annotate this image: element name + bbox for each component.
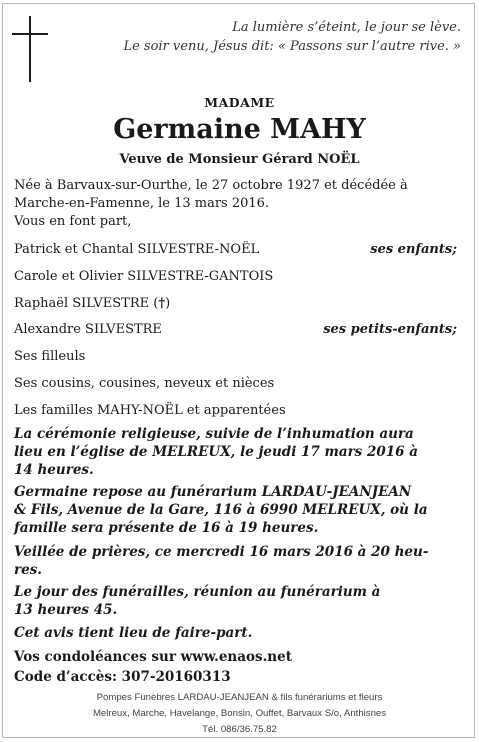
family-names: Alexandre SILVESTRE <box>14 322 162 337</box>
ceremony-line-1: La cérémonie religieuse, suivie de l’inhumation aura <box>14 426 414 442</box>
intro-line-3: Vous en font part, <box>14 214 132 229</box>
family-row <box>14 348 457 366</box>
vigil-line-1: Veillée de prières, ce mercredi 16 mars 2016 à 20 heu- <box>14 544 429 560</box>
footer-line-2: Melreux, Marche, Havelange, Bonsin, Ouffet, Barvaux S/o, Anthisnes <box>92 708 387 719</box>
ceremony-line-3: 14 heures. <box>14 462 94 478</box>
family-names: Patrick et Chantal SILVESTRE-NOËL <box>14 242 260 257</box>
intro-line-2: Marche-en-Famenne, le 13 mars 2016. <box>14 196 270 211</box>
family-row <box>14 402 457 420</box>
funeral-director-footer <box>0 690 479 738</box>
family-names-end: ) <box>165 296 171 311</box>
family-row <box>14 375 457 393</box>
family-relation: ses enfants; <box>370 242 457 257</box>
family-names: Ses filleuls <box>14 349 86 364</box>
deceased-name: Germaine MAHY <box>113 114 366 145</box>
epigraph-line-1: La lumière s’éteint, le jour se lève. <box>232 20 461 35</box>
title-prefix: MADAME <box>204 95 275 110</box>
family-row <box>14 321 457 339</box>
meeting-line-2: 13 heures 45. <box>14 602 118 618</box>
family-names: Les familles MAHY-NOËL et apparentées <box>14 403 286 418</box>
ceremony-line-2: lieu en l’église de MELREUX, le jeudi 17 mars 2016 à <box>14 444 419 460</box>
faire-part-notice: Cet avis tient lieu de faire-part. <box>14 625 253 641</box>
footer-line-3: Tél. 086/36.75.82 <box>202 724 277 735</box>
family-names: Carole et Olivier SILVESTRE-GANTOIS <box>14 269 274 284</box>
funeral-home-line-3: famille sera présente de 16 à 19 heures. <box>14 520 319 536</box>
family-names: Raphaël SILVESTRE ( <box>14 296 159 311</box>
funeral-home-info <box>14 483 464 537</box>
family-row <box>14 241 457 259</box>
dagger-icon: † <box>158 296 166 311</box>
widow-of: Veuve de Monsieur Gérard NOËL <box>119 152 360 167</box>
funeral-home-line-1: Germaine repose au funérarium LARDAU-JEANJEAN <box>14 484 412 500</box>
epigraph-line-2: Le soir venu, Jésus dit: « Passons sur l’autre rive. » <box>123 39 461 54</box>
meeting-line-1: Le jour des funérailles, réunion au funérarium à <box>14 584 381 600</box>
vigil-info <box>14 543 464 579</box>
family-names: Ses cousins, cousines, neveux et nièces <box>14 376 275 391</box>
meeting-info <box>14 583 464 619</box>
family-row <box>14 268 457 286</box>
ceremony-info <box>14 425 464 479</box>
family-row <box>14 295 457 313</box>
birth-death-info <box>14 177 466 231</box>
funeral-home-line-2: & Fils, Avenue de la Gare, 116 à 6990 MELREUX, où la <box>14 502 428 518</box>
access-code: Code d’accès: 307-20160313 <box>14 669 231 685</box>
condolences-link[interactable]: Vos condoléances sur www.enaos.net <box>14 649 292 665</box>
vigil-line-2: res. <box>14 562 43 578</box>
family-relation: ses petits-enfants; <box>323 322 457 337</box>
intro-line-1: Née à Barvaux-sur-Ourthe, le 27 octobre 1927 et décédée à <box>14 178 408 193</box>
footer-line-1: Pompes Funèbres LARDAU-JEANJEAN & fils funérariums et fleurs <box>96 692 383 703</box>
epigraph <box>41 18 461 56</box>
